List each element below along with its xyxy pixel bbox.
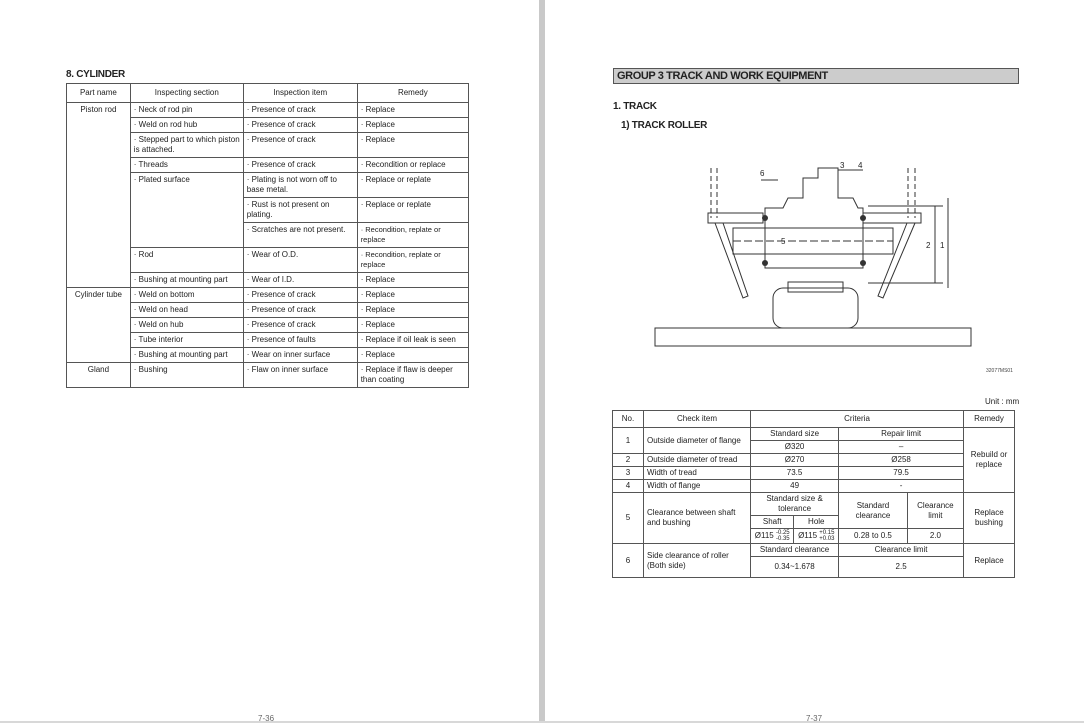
remedy: · Replace: [357, 103, 468, 118]
table-row: [613, 493, 1015, 516]
shaft-base: Ø115: [754, 531, 774, 541]
clearance-limit-label: Clearance limit: [907, 493, 963, 529]
check-item: Width of flange: [644, 480, 751, 493]
limit-value: –: [839, 441, 964, 454]
dim-label: 6: [760, 169, 765, 178]
std-clearance-label: Standard clearance: [751, 544, 839, 557]
row-no: 2: [613, 454, 644, 467]
shaft-lower: -0.35: [775, 536, 790, 542]
table-row: [613, 467, 1015, 480]
inspection-item: · Presence of crack: [243, 303, 357, 318]
row-no: 6: [613, 544, 644, 578]
remedy: · Replace: [357, 318, 468, 333]
inspection-item: · Wear of I.D.: [243, 273, 357, 288]
header-inspection-item: Inspection item: [243, 84, 357, 103]
table-row: [613, 428, 1015, 441]
remedy: · Replace if flaw is deeper than coating: [357, 363, 468, 388]
std-size-label: Standard size: [751, 428, 839, 441]
seal: [762, 260, 768, 266]
hole-upper: +0.15: [819, 530, 835, 536]
remedy: · Replace: [357, 133, 468, 158]
dim-label: 4: [858, 161, 863, 170]
table-row: [613, 454, 1015, 467]
header-check-item: Check item: [644, 411, 751, 428]
std-value: Ø320: [751, 441, 839, 454]
roller-hub: [788, 282, 843, 292]
remedy: · Replace: [357, 118, 468, 133]
check-item: Outside diameter of flange: [644, 428, 751, 454]
inspecting-section: · Stepped part to which piston is attached.: [130, 133, 243, 158]
row-no: 3: [613, 467, 644, 480]
part-name: Cylinder tube: [67, 288, 131, 363]
page-number-left: 7-36: [258, 714, 275, 723]
page-number-right: 7-37: [806, 714, 823, 723]
figure-code: 32077MS01: [986, 368, 1013, 374]
seal: [762, 215, 768, 221]
inspecting-section: · Rod: [130, 248, 243, 273]
remedy: · Replace: [357, 273, 468, 288]
row-no: 4: [613, 480, 644, 493]
remedy: · Replace: [357, 288, 468, 303]
inspection-item: · Presence of crack: [243, 118, 357, 133]
hole-deviation: [819, 530, 834, 542]
std-clearance-label: Standard clearance: [839, 493, 908, 529]
remedy: · Recondition or replace: [357, 158, 468, 173]
remedy: · Replace: [357, 303, 468, 318]
header-part-name: Part name: [67, 84, 131, 103]
part-name: Piston rod: [67, 103, 131, 288]
header-no: No.: [613, 411, 644, 428]
dim-label: 5: [781, 237, 786, 246]
inspecting-section: · Bushing at mounting part: [130, 348, 243, 363]
left-leg: [715, 223, 748, 298]
track-roller-diagram: [653, 158, 973, 348]
table-header-row: [67, 84, 469, 103]
dim-label: 1: [940, 241, 945, 250]
clearance-limit-value: 2.5: [839, 557, 964, 578]
limit-value: Ø258: [839, 454, 964, 467]
clearance-limit-value: 2.0: [907, 529, 963, 544]
remedy: · Replace: [357, 348, 468, 363]
header-remedy: Remedy: [357, 84, 468, 103]
right-leg: [878, 223, 915, 298]
seal: [860, 215, 866, 221]
inspection-item: · Presence of crack: [243, 288, 357, 303]
shaft-deviation: [776, 530, 790, 542]
right-bracket: [863, 213, 921, 223]
check-item: Clearance between shaft and bushing: [644, 493, 751, 544]
table-row: [67, 103, 469, 118]
std-clearance-value: 0.34~1.678: [751, 557, 839, 578]
inspection-item: · Wear of O.D.: [243, 248, 357, 273]
unit-label: Unit : mm: [985, 397, 1020, 406]
shaft-tolerance: [751, 529, 794, 544]
table-row: [67, 363, 469, 388]
shaft-upper: -0.25: [775, 530, 790, 536]
repair-limit-label: Repair limit: [839, 428, 964, 441]
inspecting-section: · Bushing at mounting part: [130, 273, 243, 288]
inspection-item: · Presence of crack: [243, 133, 357, 158]
hole-tolerance: [794, 529, 839, 544]
inspecting-section: · Plated surface: [130, 173, 243, 248]
dim-label: 3: [840, 161, 845, 170]
table-row: [67, 288, 469, 303]
row-no: 1: [613, 428, 644, 454]
std-value: 73.5: [751, 467, 839, 480]
inspecting-section: · Weld on bottom: [130, 288, 243, 303]
inspection-item: · Presence of crack: [243, 318, 357, 333]
check-item: Side clearance of roller (Both side): [644, 544, 751, 578]
heading-track: 1. TRACK: [613, 101, 657, 112]
table-header-row: [613, 411, 1015, 428]
inspection-item: · Flaw on inner surface: [243, 363, 357, 388]
table-row: [613, 544, 1015, 557]
inspection-item: · Presence of crack: [243, 103, 357, 118]
group-title: GROUP 3 TRACK AND WORK EQUIPMENT: [613, 68, 1019, 84]
track-roller-table: [612, 410, 1015, 578]
remedy: Replace: [964, 544, 1015, 578]
std-value: Ø270: [751, 454, 839, 467]
remedy: Rebuild or replace: [964, 428, 1015, 493]
part-name: Gland: [67, 363, 131, 388]
remedy: · Replace if oil leak is seen: [357, 333, 468, 348]
remedy: · Replace or replate: [357, 198, 468, 223]
inspecting-section: · Tube interior: [130, 333, 243, 348]
inspecting-section: · Threads: [130, 158, 243, 173]
limit-value: -: [839, 480, 964, 493]
section-title-cylinder: 8. CYLINDER: [66, 69, 125, 80]
cylinder-inspection-table: [66, 83, 469, 388]
remedy: Replace bushing: [964, 493, 1015, 544]
inspection-item: · Wear on inner surface: [243, 348, 357, 363]
seal: [860, 260, 866, 266]
clearance-limit-label: Clearance limit: [839, 544, 964, 557]
inspecting-section: · Weld on rod hub: [130, 118, 243, 133]
hole-lower: +0.03: [819, 536, 835, 542]
header-remedy: Remedy: [964, 411, 1015, 428]
row-no: 5: [613, 493, 644, 544]
dim-label: 2: [926, 241, 931, 250]
hole-base: Ø115: [798, 531, 818, 541]
std-tolerance-label: Standard size & tolerance: [751, 493, 839, 516]
header-criteria: Criteria: [751, 411, 964, 428]
inspecting-section: · Bushing: [130, 363, 243, 388]
left-bracket: [708, 213, 763, 223]
std-value: 49: [751, 480, 839, 493]
hole-label: Hole: [794, 516, 839, 529]
check-item: Outside diameter of tread: [644, 454, 751, 467]
inspecting-section: · Weld on hub: [130, 318, 243, 333]
inspecting-section: · Neck of rod pin: [130, 103, 243, 118]
inspecting-section: · Weld on head: [130, 303, 243, 318]
roller-tread: [773, 288, 858, 328]
table-row: [613, 480, 1015, 493]
limit-value: 79.5: [839, 467, 964, 480]
inspection-item: · Presence of crack: [243, 158, 357, 173]
heading-track-roller: 1) TRACK ROLLER: [621, 120, 708, 131]
rail-base: [655, 328, 971, 346]
shaft-label: Shaft: [751, 516, 794, 529]
inspection-item: · Scratches are not present.: [243, 223, 357, 248]
inspection-item: · Rust is not present on plating.: [243, 198, 357, 223]
check-item: Width of tread: [644, 467, 751, 480]
header-inspecting-section: Inspecting section: [130, 84, 243, 103]
roller-body: [765, 168, 863, 268]
remedy: · Recondition, replate or replace: [357, 223, 468, 248]
remedy: · Replace or replate: [357, 173, 468, 198]
inspection-item: · Presence of faults: [243, 333, 357, 348]
inspection-item: · Plating is not worn off to base metal.: [243, 173, 357, 198]
remedy: · Recondition, replate or replace: [357, 248, 468, 273]
std-clearance-value: 0.28 to 0.5: [839, 529, 908, 544]
